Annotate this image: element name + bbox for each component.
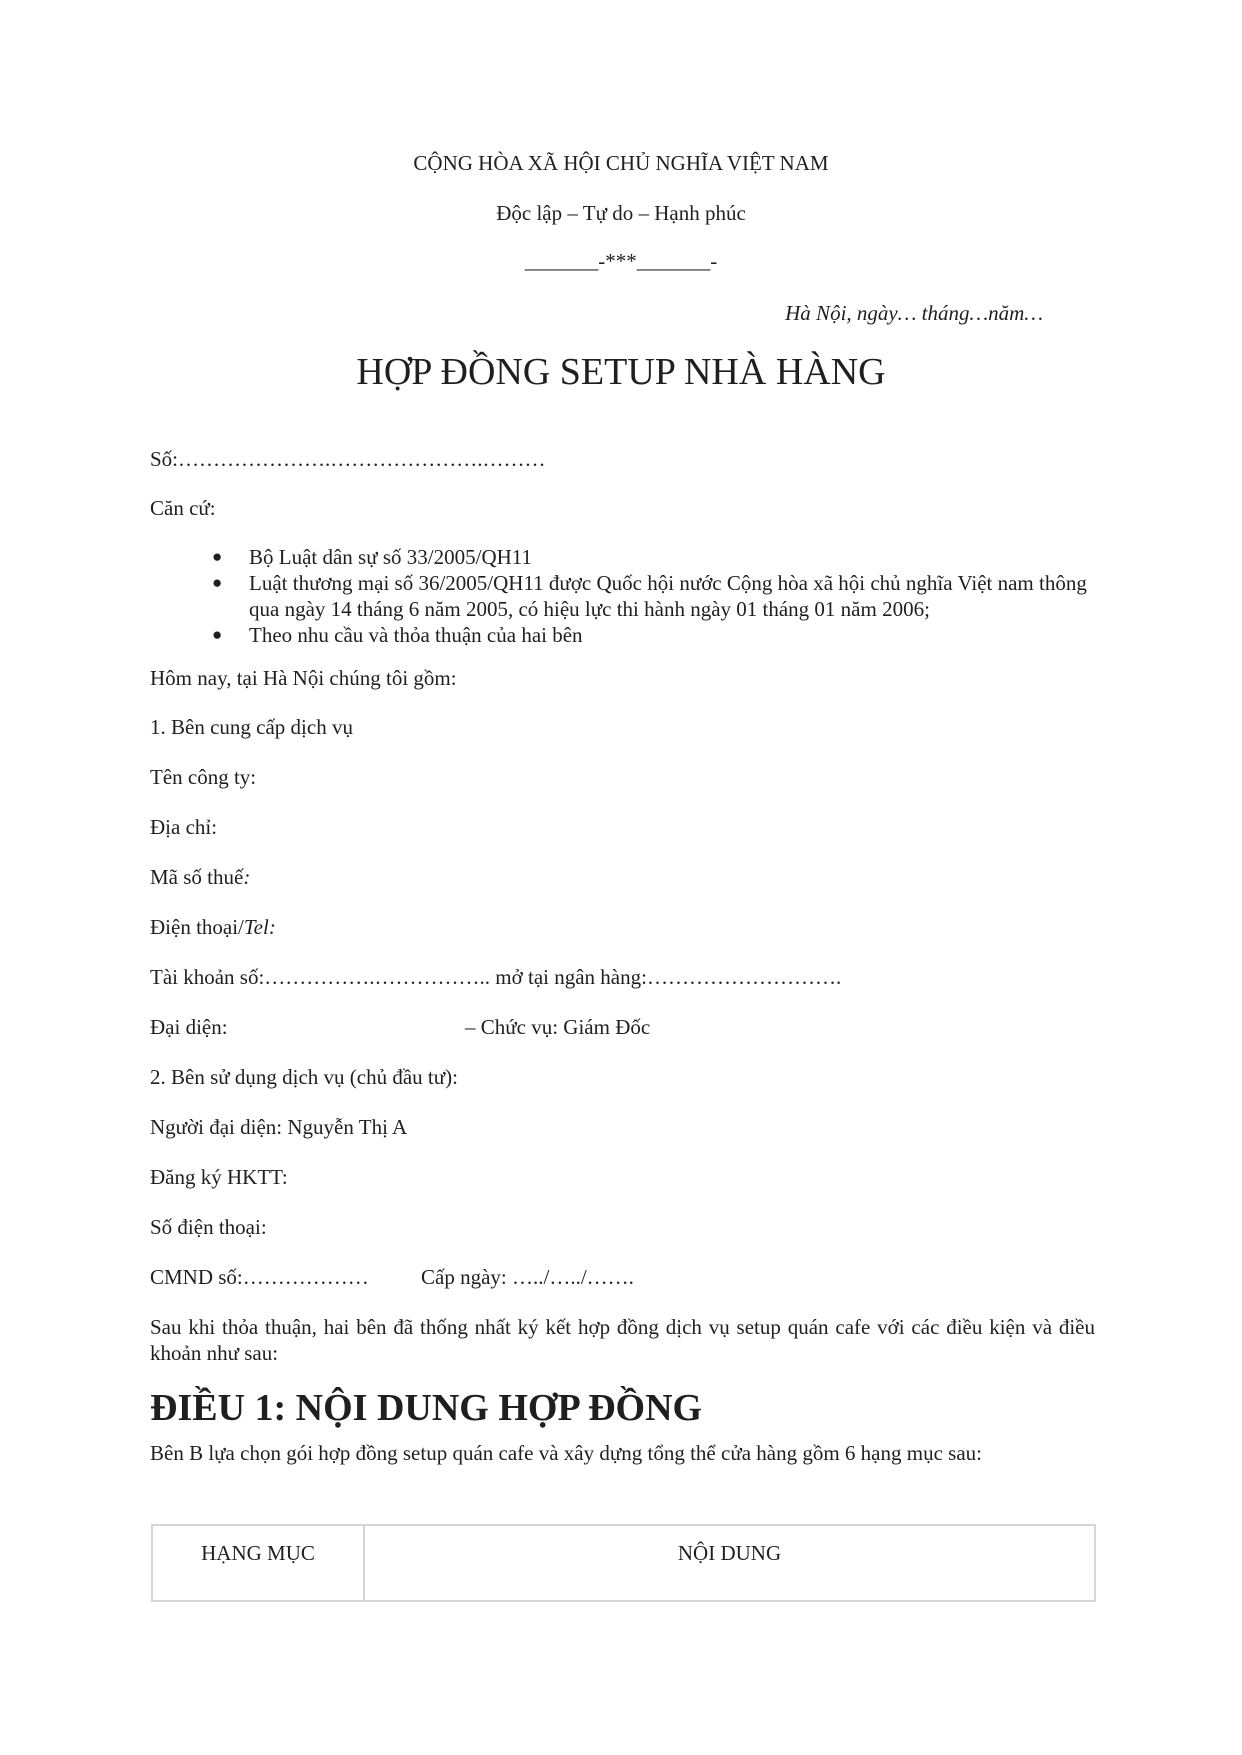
party-b-heading: 2. Bên sử dụng dịch vụ (chủ đầu tư): xyxy=(150,1065,458,1089)
basis-item-text: Luật thương mại số 36/2005/QH11 được Quốc hội nước Cộng hòa xã hội chủ nghĩa Việt nam thông qua ngày 14 tháng 6 năm 2005, có hiệu lực thi hành ngày 01 tháng 01 năm 2006; xyxy=(249,571,1087,621)
table-header-row xyxy=(152,1525,1095,1601)
table-header-content: NỘI DUNG xyxy=(364,1525,1095,1601)
table-header-category: HẠNG MỤC xyxy=(152,1525,364,1601)
contract-number: Số:………………….………………….……… xyxy=(150,447,546,471)
party-a-tax-code xyxy=(150,864,250,890)
intro-line: Hôm nay, tại Hà Nội chúng tôi gồm: xyxy=(150,666,457,690)
bullet-icon: ● xyxy=(212,547,223,566)
basis-label: Căn cứ: xyxy=(150,496,216,520)
article-1-text: Bên B lựa chọn gói hợp đồng setup quán cafe và xây dựng tổng thể cửa hàng gồm 6 hạng mục sau: xyxy=(150,1441,982,1465)
basis-list xyxy=(150,544,1100,648)
party-a-heading: 1. Bên cung cấp dịch vụ xyxy=(150,715,353,739)
party-a-phone xyxy=(150,914,276,940)
party-a-address: Địa chỉ: xyxy=(150,815,218,839)
basis-item-text: Bộ Luật dân sự số 33/2005/QH11 xyxy=(249,545,533,569)
tax-code-colon: : xyxy=(243,865,251,889)
party-b-residence: Đăng ký HKTT: xyxy=(150,1165,288,1189)
party-b-representative: Người đại diện: Nguyễn Thị A xyxy=(150,1115,408,1139)
party-a-position: – Chức vụ: Giám Đốc xyxy=(465,1015,651,1039)
place-date: Hà Nội, ngày… tháng…năm… xyxy=(785,301,1043,325)
phone-label: Điện thoại/ xyxy=(150,915,244,939)
basis-item-text: Theo nhu cầu và thỏa thuận của hai bên xyxy=(249,623,583,647)
contract-title: HỢP ĐỒNG SETUP NHÀ HÀNG xyxy=(356,351,886,393)
article-1-heading: ĐIỀU 1: NỘI DUNG HỢP ĐỒNG xyxy=(150,1387,703,1429)
party-b-id-number: CMND số:……………… xyxy=(150,1265,369,1289)
tax-code-label: Mã số thuế xyxy=(150,865,244,889)
party-a-representative: Đại diện: xyxy=(150,1015,228,1039)
header-divider: _______-***_______- xyxy=(524,249,718,273)
nation-name: CỘNG HÒA XÃ HỘI CHỦ NGHĨA VIỆT NAM xyxy=(413,151,829,175)
bullet-icon: ● xyxy=(212,625,223,644)
party-b-issue-date: Cấp ngày: …../…../……. xyxy=(421,1265,634,1289)
items-table xyxy=(151,1524,1096,1602)
basis-item xyxy=(150,570,1100,622)
party-b-phone: Số điện thoại: xyxy=(150,1215,267,1239)
basis-item xyxy=(150,544,1100,570)
basis-item xyxy=(150,622,1100,648)
phone-tel-label: Tel: xyxy=(243,915,276,939)
bullet-icon: ● xyxy=(212,573,223,592)
party-a-account: Tài khoản số:…………….…………….. mở tại ngân hàng:………………………. xyxy=(150,965,842,989)
party-a-company: Tên công ty: xyxy=(150,765,257,789)
agreement-paragraph: Sau khi thỏa thuận, hai bên đã thống nhất ký kết hợp đồng dịch vụ setup quán cafe với các điều kiện và điều khoản như sau: xyxy=(150,1315,1095,1365)
national-motto: Độc lập – Tự do – Hạnh phúc xyxy=(496,201,746,225)
